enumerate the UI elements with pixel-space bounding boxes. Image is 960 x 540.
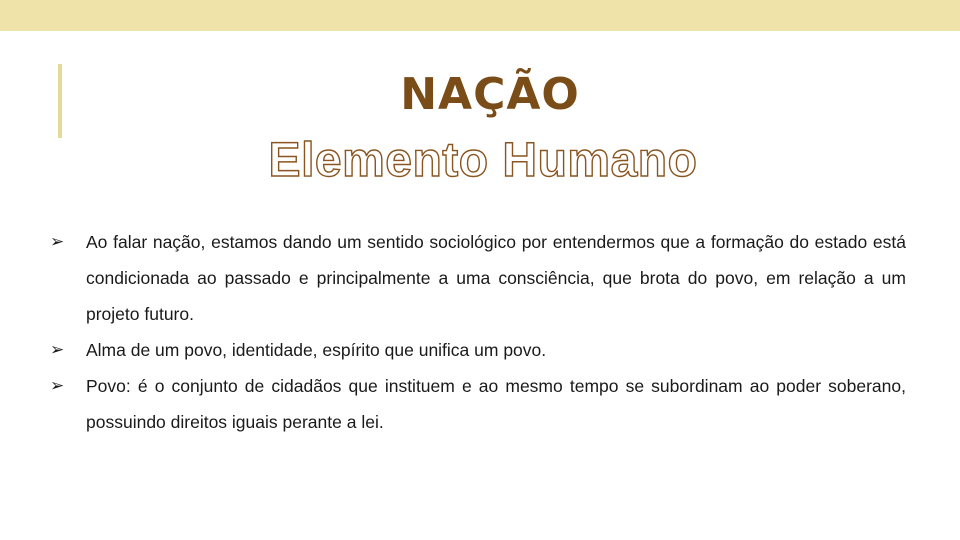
bullet-item [50, 332, 906, 368]
bullet-list [50, 224, 906, 440]
top-decorative-band [0, 0, 960, 31]
bullet-text: Ao falar nação, estamos dando um sentido sociológico por entendermos que a formação do estado está condicionada ao passado e principalmente a uma consciência, que brota do povo, em relação a um projeto futuro. [86, 232, 906, 324]
slide-title: NAÇÃO [400, 69, 580, 120]
bullet-item [50, 368, 906, 440]
arrow-bullet-icon: ➢ [50, 232, 65, 251]
bullet-text: Alma de um povo, identidade, espírito que unifica um povo. [86, 340, 547, 360]
bullet-text: Povo: é o conjunto de cidadãos que instituem e ao mesmo tempo se subordinam ao poder soberano, possuindo direitos iguais perante a lei. [86, 376, 906, 432]
slide-subtitle: Elemento Humano [268, 134, 698, 187]
arrow-bullet-icon: ➢ [50, 340, 65, 359]
arrow-bullet-icon: ➢ [50, 376, 65, 395]
bullet-item [50, 224, 906, 332]
